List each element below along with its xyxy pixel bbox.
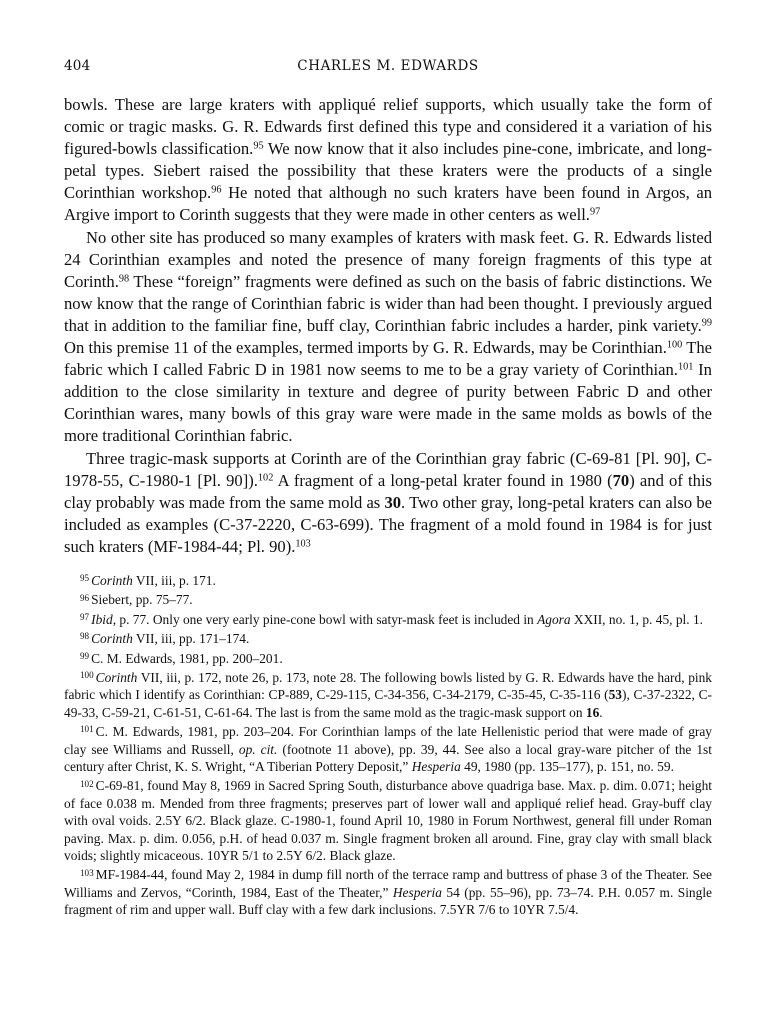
footnote-text: Corinth VII, iii, pp. 171–174. (91, 631, 250, 647)
footnote (64, 866, 712, 918)
footnotes (64, 572, 712, 919)
footnote (64, 777, 712, 864)
footnote-number: 100 (80, 670, 94, 681)
footnote (64, 669, 712, 721)
paragraph: Three tragic-mask supports at Corinth are of the Corinthian gray fabric (C-69-81 [Pl. 90], C-1978-55, C-1980-1 [Pl. 90]).$^{102}$ A fragment of a long-petal krater found in 1980 (70) and of this clay probably was made from the same mold as 30. Two other gray, long-petal kraters can also be included as examples (C-37-2220, C-63-699). The fragment of a mold found in 1984 is for just such kraters (MF-1984-44; Pl. 90).$^{103}$ (64, 448, 713, 556)
footnote-text: C. M. Edwards, 1981, pp. 203–204. For Corinthian lamps of the late Hellenistic period that were made of gray clay see Williams and Russell, op. cit. (footnote 11 above), pp. 39, 44. See also a local gray-ware pitcher of the 1st century after Christ, K. S. Wright, “A Tiberian Pottery Deposit,” Hesperia 49, 1980 (pp. 135–177), p. 151, no. 59. (64, 724, 712, 775)
footnote-ref: 95 (253, 140, 264, 152)
footnote-number: 96 (80, 592, 90, 603)
footnote-number: 103 (80, 867, 94, 878)
paragraph: bowls. These are large kraters with appliqué relief supports, which usually take the form of comic or tragic masks. G. R. Edwards first defined this type and considered it a variation of his figured-bowls classification.$^{95}$ We now know that it also includes pine-cone, imbricate, and long-petal types. Siebert raised the possibility that these kraters were the products of a single Corinthian workshop.$^{96}$ He noted that although no such kraters have been found in Argos, an Argive import to Corinth suggests that they were made in other centers as well.$^{97}$ (64, 95, 712, 225)
page-header (64, 58, 712, 84)
footnote-text: MF-1984-44, found May 2, 1984 in dump fill north of the terrace ramp and buttress of phase 3 of the Theater. See Williams and Zervos, “Corinth, 1984, East of the Theater,” Hesperia 54 (pp. 55–96), pp. 73–74. P.H. 0.057 m. Single fragment of rim and upper wall. Buff clay with a few dark inclusions. 7.5YR 7/6 to 10YR 7.5/4. (64, 867, 712, 918)
footnote-text: C-69-81, found May 8, 1969 in Sacred Spring South, disturbance above quadriga base. Max. p. dim. 0.071; height of face 0.038 m. Mended from three fragments; preserves part of lower wall and appliqué relief head. Gray-buff clay with oval voids. 2.5Y 6/2. Black glaze. C-1980-1, found April 10, 1980 in Forum Northwest, general fill under Roman paving. Max. p. dim. 0.056, p.H. of head 0.037 m. Single fragment broken all around. Fine, gray clay with small black voids; slightly micaceous. 10YR 5/1 to 2.5Y 6/2. Black glaze. (64, 778, 712, 864)
footnote (64, 611, 712, 628)
footnote-text: Corinth VII, iii, p. 171. (91, 572, 216, 588)
footnote-number: 95 (80, 573, 90, 584)
footnote (64, 630, 712, 647)
footnote-ref: 102 (257, 471, 274, 483)
footnote-text: Siebert, pp. 75–77. (91, 592, 193, 608)
footnote-ref: 103 (295, 538, 311, 550)
footnote-number: 98 (80, 631, 90, 642)
footnote-number: 99 (80, 650, 90, 661)
footnote-ref: 100 (666, 339, 683, 351)
page-number: 404 (64, 58, 91, 74)
footnote-number: 97 (80, 611, 90, 622)
footnote-ref: 97 (589, 206, 601, 218)
footnote (64, 572, 712, 589)
footnote-ref: 99 (701, 317, 712, 329)
footnote-ref: 98 (118, 273, 130, 285)
footnote-text: Ibid, p. 77. Only one very early pine-cone bowl with satyr-mask feet is included in Agora XXII, no. 1, p. 45, pl. 1. (91, 611, 703, 627)
paragraph: No other site has produced so many examples of kraters with mask feet. G. R. Edwards listed 24 Corinthian examples and noted the presence of many foreign fragments of this type at Corinth.$^{98}$ These “foreign” fragments were defined as such on the basis of fabric distinctions. We now know that the range of Corinthian fabric is wider than had been thought. I previously argued that in addition to the familiar fine, buff clay, Corinthian fabric includes a harder, pink variety.$^{99}$ On this premise 11 of the examples, termed imports by G. R. Edwards, may be Corinthian.$^{100}$ The fabric which I called Fabric D in 1981 now seems to me to be a gray variety of Corinthian.$^{101}$ In addition to the close similarity in texture and degree of purity between Fabric D and other Corinthian wares, many bowls of this gray ware were made in the same molds as bowls of the more traditional Corinthian fabric. (64, 227, 712, 446)
footnote (64, 591, 712, 608)
footnote-ref: 96 (211, 184, 222, 196)
running-head: CHARLES M. EDWARDS (297, 58, 479, 74)
footnote-number: 101 (80, 724, 94, 735)
footnote-text: C. M. Edwards, 1981, pp. 200–201. (91, 650, 283, 666)
document-page (64, 58, 712, 921)
body-text (64, 94, 712, 558)
footnote-number: 102 (80, 778, 94, 789)
footnote (64, 723, 712, 775)
footnote (64, 650, 712, 667)
footnote-ref: 101 (677, 361, 694, 373)
footnote-text: Corinth VII, iii, p. 172, note 26, p. 173, note 28. The following bowls listed by G. R. Edwards have the hard, pink fabric which I identify as Corinthian: CP-889, C-29-115, C-34-356, C-34-2179, C-35-45, C-35-116 (53), C-37-2322, C-49-33, C-59-21, C-61-51, C-61-64. The last is from the same mold as the tragic-mask support on 16. (64, 670, 713, 720)
